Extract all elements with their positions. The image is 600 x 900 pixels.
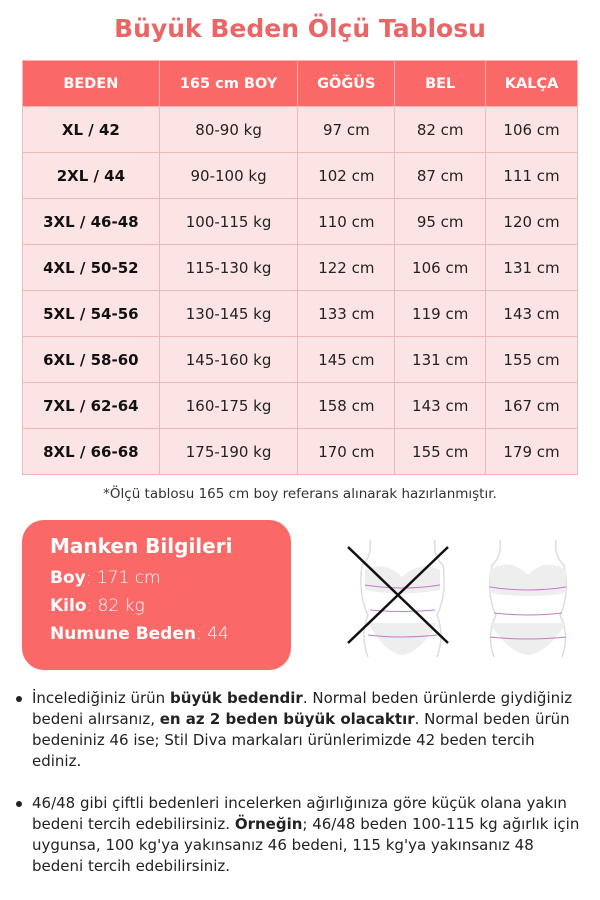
column-header: 165 cm BOY: [159, 61, 298, 107]
table-cell: 115-130 kg: [159, 245, 298, 291]
table-cell: 90-100 kg: [159, 153, 298, 199]
table-cell: 158 cm: [298, 383, 395, 429]
table-cell: 4XL / 50-52: [23, 245, 160, 291]
table-row: [23, 337, 578, 383]
table-cell: 100-115 kg: [159, 199, 298, 245]
model-height: Boy: 171 cm: [50, 568, 161, 588]
footnote: *Ölçü tablosu 165 cm boy referans alınarak hazırlanmıştır.: [103, 486, 497, 502]
table-cell: 145 cm: [298, 337, 395, 383]
table-cell: 111 cm: [486, 153, 578, 199]
table-cell: 80-90 kg: [159, 107, 298, 153]
table-cell: 102 cm: [298, 153, 395, 199]
model-info-card: [22, 520, 291, 670]
table-cell: 87 cm: [395, 153, 486, 199]
table-cell: 97 cm: [298, 107, 395, 153]
table-row: [23, 383, 578, 429]
info-list: [32, 688, 582, 898]
table-row: [23, 107, 578, 153]
table-cell: 8XL / 66-68: [23, 429, 160, 475]
table-cell: 179 cm: [486, 429, 578, 475]
table-cell: 130-145 kg: [159, 291, 298, 337]
table-row: [23, 291, 578, 337]
table-cell: 131 cm: [395, 337, 486, 383]
table-cell: 155 cm: [395, 429, 486, 475]
table-cell: 145-160 kg: [159, 337, 298, 383]
model-weight: Kilo: 82 kg: [50, 596, 145, 616]
model-info-title: Manken Bilgileri: [50, 534, 233, 558]
table-cell: 106 cm: [395, 245, 486, 291]
size-table: [22, 60, 578, 475]
table-cell: 3XL / 46-48: [23, 199, 160, 245]
table-cell: 95 cm: [395, 199, 486, 245]
column-header: BEL: [395, 61, 486, 107]
table-cell: 119 cm: [395, 291, 486, 337]
list-item: İncelediğiniz ürün büyük bedendir. Normal beden ürünlerde giydiğiniz bedeni alırsanız, en az 2 beden büyük olacaktır. Normal beden ürün bedeniniz 46 ise; Stil Diva markaları ürünlerimizde 42 beden tercih ediniz.: [32, 688, 582, 772]
list-item: 46/48 gibi çiftli bedenleri incelerken ağırlığınıza göre küçük olana yakın bedeni tercih edebilirsiniz. Örneğin; 46/48 beden 100-115 kg ağırlık için uygunsa, 100 kg'ya yakınsanız 46 bedeni, 115 kg'ya yakınsanız 48 bedeni tercih edebilirsiniz.: [32, 793, 582, 877]
table-cell: 122 cm: [298, 245, 395, 291]
table-cell: 131 cm: [486, 245, 578, 291]
table-cell: XL / 42: [23, 107, 160, 153]
table-cell: 82 cm: [395, 107, 486, 153]
page-title: Büyük Beden Ölçü Tablosu: [114, 14, 486, 43]
table-cell: 170 cm: [298, 429, 395, 475]
table-row: [23, 153, 578, 199]
table-cell: 160-175 kg: [159, 383, 298, 429]
table-cell: 120 cm: [486, 199, 578, 245]
table-row: [23, 245, 578, 291]
table-cell: 5XL / 54-56: [23, 291, 160, 337]
table-cell: 7XL / 62-64: [23, 383, 160, 429]
model-size: Numune Beden: 44: [50, 624, 229, 644]
table-cell: 143 cm: [486, 291, 578, 337]
table-cell: 106 cm: [486, 107, 578, 153]
column-header: KALÇA: [486, 61, 578, 107]
table-row: [23, 429, 578, 475]
table-cell: 6XL / 58-60: [23, 337, 160, 383]
table-cell: 2XL / 44: [23, 153, 160, 199]
table-cell: 155 cm: [486, 337, 578, 383]
table-row: [23, 199, 578, 245]
column-header: GÖĞÜS: [298, 61, 395, 107]
table-cell: 167 cm: [486, 383, 578, 429]
column-header: BEDEN: [23, 61, 160, 107]
wrong-measure-figure-icon: [340, 535, 465, 660]
table-cell: 143 cm: [395, 383, 486, 429]
correct-measure-figure-icon: [478, 535, 578, 660]
table-cell: 133 cm: [298, 291, 395, 337]
table-cell: 175-190 kg: [159, 429, 298, 475]
table-cell: 110 cm: [298, 199, 395, 245]
